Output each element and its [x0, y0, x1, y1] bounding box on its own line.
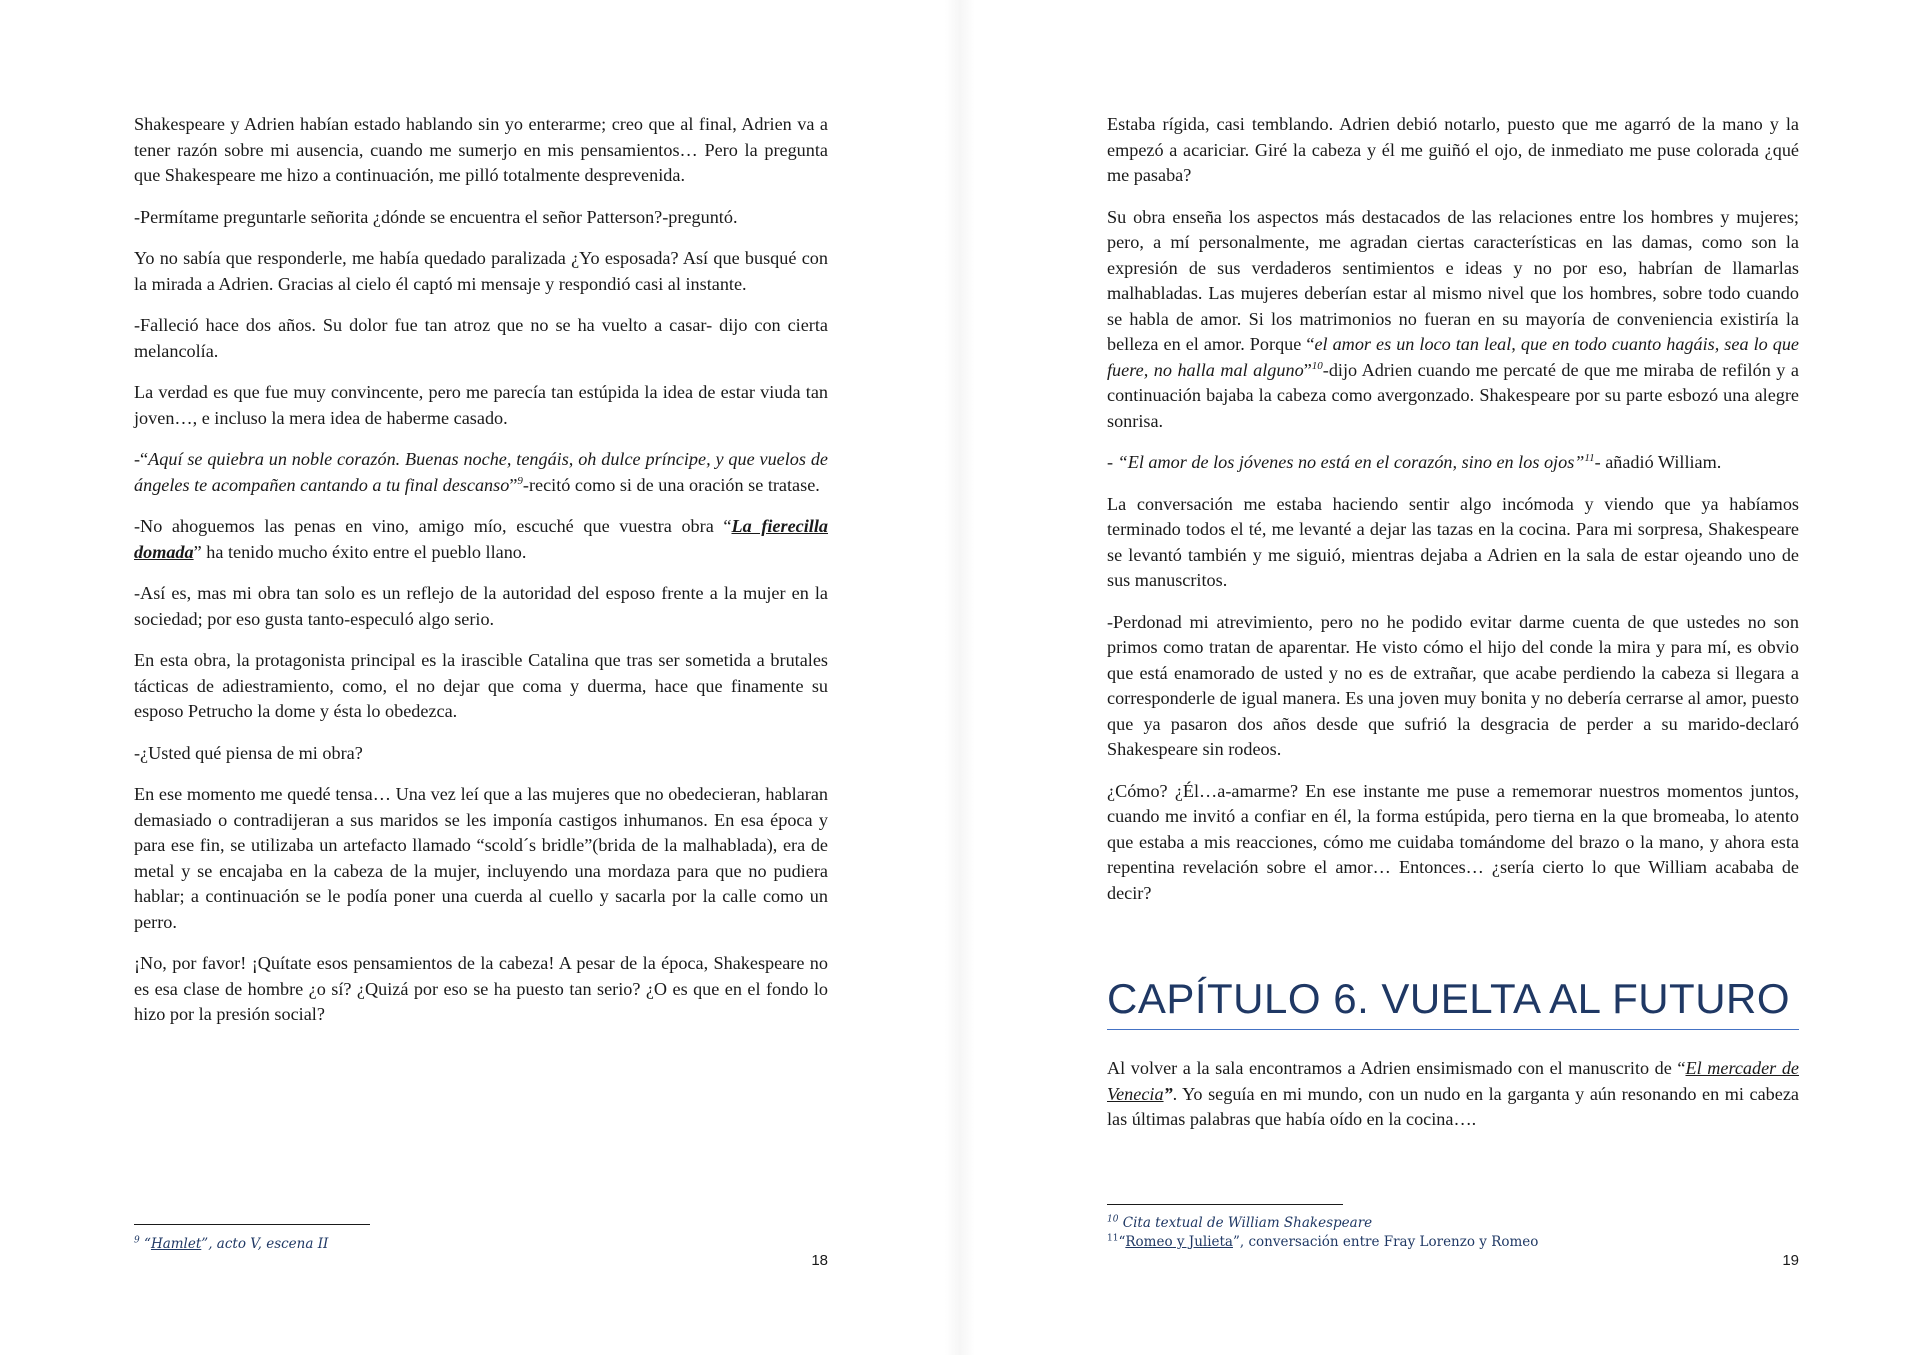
- text: ”, acto V, escena II: [201, 1236, 329, 1252]
- paragraph: -Permítame preguntarle señorita ¿dónde se encuentra el señor Patterson?-preguntó.: [134, 206, 738, 227]
- paragraph: -¿Usted qué piensa de mi obra?: [134, 742, 363, 763]
- chapter-body: [1107, 1056, 1799, 1149]
- paragraph: [1107, 1056, 1799, 1133]
- text: “: [139, 1236, 151, 1252]
- text: ”: [1303, 359, 1312, 380]
- footnotes: [134, 1235, 828, 1254]
- footnote-11: [1107, 1233, 1799, 1252]
- paragraph: La verdad es que fue muy convincente, pero me parecía tan estúpida la idea de estar viuda tan joven…, e incluso la mera idea de haberme casado.: [134, 382, 828, 428]
- footnote-rule: [1107, 1204, 1343, 1205]
- book-title: El mercader de Venecia: [1107, 1058, 1799, 1104]
- paragraph: Yo no sabía que responderle, me había quedado paralizada ¿Yo esposada? Así que busqué con la mirada a Adrien. Gracias al cielo él captó mi mensaje y respondió casi al instante.: [134, 248, 828, 294]
- text: Al volver a la sala encontramos a Adrien ensimismado con el manuscrito de “: [1107, 1058, 1686, 1078]
- paragraph: Shakespeare y Adrien habían estado hablando sin yo enterarme; creo que al final, Adrien va a tener razón sobre mi ausencia, cuando me sumerjo en mis pensamientos… Pero la pregunta que Shakespeare me hizo a continuación, me pilló totalmente desprevenida.: [134, 114, 828, 185]
- paragraph: -Perdonad mi atrevimiento, pero no he podido evitar darme cuenta de que ustedes no son primos como tratan de aparentar. He visto cómo el hijo del conde la mira y para mí, es obvio que está enamorado de usted y no es de extrañar, que acabe perdiendo la cabeza si llegara a corresponderle de igual manera. Es una joven muy bonita y no debería cerrarse al amor, puesto que ya pasaron dos años desde que sufrió la desgracia de perder a su marido-declaró Shakespeare sin rodeos.: [1107, 611, 1799, 759]
- quote-text: el amor es un loco tan leal, que en todo cuanto hagáis, sea lo que fuere, no halla mal alguno: [1107, 334, 1800, 380]
- quote-text: “El amor de los jóvenes no está en el corazón, sino en los ojos”: [1117, 452, 1585, 472]
- footnote-ref[interactable]: 11: [1584, 451, 1595, 464]
- text: ”, conversación entre Fray Lorenzo y Romeo: [1232, 1234, 1539, 1250]
- text: . Yo seguía en mi mundo, con un nudo en la garganta y aún resonando en mi cabeza las últimas palabras que había oído en la cocina….: [1107, 1083, 1799, 1129]
- left-page: [134, 0, 828, 1355]
- text: Cita textual de William Shakespeare: [1118, 1215, 1373, 1231]
- right-page-body: [1107, 112, 1799, 922]
- paragraph: Estaba rígida, casi temblando. Adrien debió notarlo, puesto que me agarró de la mano y la empezó a acariciar. Giré la cabeza y él me guiñó el ojo, de inmediato me puse colorada ¿qué me pasaba?: [1107, 114, 1799, 185]
- chapter-heading: CAPÍTULO 6. VUELTA AL FUTURO: [1107, 975, 1799, 1030]
- paragraph: -Falleció hace dos años. Su dolor fue tan atroz que no se ha vuelto a casar- dijo con cierta melancolía.: [134, 315, 828, 361]
- footnote-number: 10: [1107, 1214, 1119, 1225]
- paragraph: ¡No, por favor! ¡Quítate esos pensamientos de la cabeza! A pesar de la época, Shakespeare no es esa clase de hombre ¿o sí? ¿Quizá por eso se ha puesto tan serio? ¿O es que en el fondo lo hizo por la presión social?: [134, 953, 828, 1024]
- text: -: [1107, 452, 1118, 472]
- footnote-number: 11: [1107, 1233, 1119, 1244]
- footnote-ref[interactable]: 10: [1311, 359, 1323, 372]
- paragraph: [1107, 205, 1799, 435]
- text: -dijo Adrien cuando me percaté de que me miraba de refilón y a continuación bajaba la cabeza como avergonzado. Shakespeare por su parte esbozó una alegre sonrisa.: [1107, 359, 1799, 431]
- text: - añadió William.: [1594, 452, 1722, 472]
- paragraph-hamlet-quote: [134, 447, 828, 498]
- book-gutter: [945, 0, 975, 1355]
- paragraph: En ese momento me quedé tensa… Una vez leí que a las mujeres que no obedecieran, hablaran demasiado o contradijeran a sus maridos se les imponía castigos inhumanos. En esa época y para ese fin, se utilizaba un artefacto llamado “scold´s bridle”(brida de la malhablada), era de metal y se encajaba en la cabeza de la mujer, incluyendo una mordaza para que no pudiera hablar; a continuación se le podía poner una cuerda al cuello y sacarla por la calle como un perro.: [134, 784, 828, 932]
- paragraph: [1107, 450, 1799, 476]
- paragraph: ¿Cómo? ¿Él…a-amarme? En ese instante me puse a rememorar nuestros momentos juntos, cuando me invitó a confiar en él, la forma estúpida, pero tierna en la que bromeaba, lo atento que estaba a mis reacciones, cómo me cuidaba tomándome del brazo o la mano, y ahora esta repentina revelación sobre el amor… Entonces… ¿sería cierto lo que William acababa de decir?: [1107, 780, 1799, 903]
- text: -No ahoguemos las penas en vino, amigo mío, escuché que vuestra obra “: [134, 516, 732, 536]
- footnote-title: Romeo y Julieta: [1125, 1234, 1233, 1250]
- paragraph: [134, 514, 828, 565]
- footnote-10: [1107, 1214, 1799, 1233]
- text: -“: [134, 449, 149, 469]
- footnote-ref[interactable]: 9: [517, 474, 523, 487]
- footnote-rule: [134, 1224, 370, 1225]
- text: ”: [509, 474, 518, 495]
- paragraph: En esta obra, la protagonista principal es la irascible Catalina que tras ser sometida a brutales tácticas de adiestramiento, como, el no dejar que coma y duerma, hace que finamente su esposo Petrucho la dome y ésta lo obedezca.: [134, 650, 828, 721]
- footnotes: [1107, 1214, 1799, 1252]
- text: “: [1118, 1234, 1126, 1250]
- left-page-body: [134, 112, 828, 1044]
- text: Su obra enseña los aspectos más destacados de las relaciones entre los hombres y mujeres; pero, a mí personalmente, me agradan ciertas características en las damas, como son la expresión de sus verdaderos sentimientos e ideas y no por eso, habrían de llamarlas malhabladas. Las mujeres deberían estar al mismo nivel que los hombres, sobre todo cuando se habla de amor. Si los matrimonios no fueran en su mayoría de conveniencia existiría la belleza en el amor. Porque “: [1107, 206, 1799, 354]
- footnote-title: Hamlet: [150, 1236, 202, 1252]
- text: ”: [1163, 1083, 1173, 1104]
- quote-text: Aquí se quiebra un noble corazón. Buenas noche, tengáis, oh dulce príncipe, y que vuelos de ángeles te acompañen cantando a tu final descanso: [134, 449, 828, 495]
- text: -recitó como si de una oración se tratase.: [522, 474, 820, 495]
- paragraph: -Así es, mas mi obra tan solo es un reflejo de la autoridad del esposo frente a la mujer en la sociedad; por eso gusta tanto-especuló algo serio.: [134, 583, 828, 629]
- page-number: 19: [1782, 1252, 1799, 1269]
- footnote-9: [134, 1235, 828, 1254]
- book-title: La fierecilla domada: [134, 516, 828, 562]
- paragraph: La conversación me estaba haciendo sentir algo incómoda y viendo que ya habíamos terminado todos el té, me levanté a dejar las tazas en la cocina. Para mi sorpresa, Shakespeare se levantó también y me siguió, mientras dejaba a Adrien en la sala de estar ojeando uno de sus manuscritos.: [1107, 493, 1799, 590]
- page-number: 18: [811, 1252, 828, 1269]
- right-page: [1107, 0, 1799, 1355]
- text: ” ha tenido mucho éxito entre el pueblo llano.: [193, 541, 527, 562]
- footnote-number: 9: [134, 1235, 140, 1246]
